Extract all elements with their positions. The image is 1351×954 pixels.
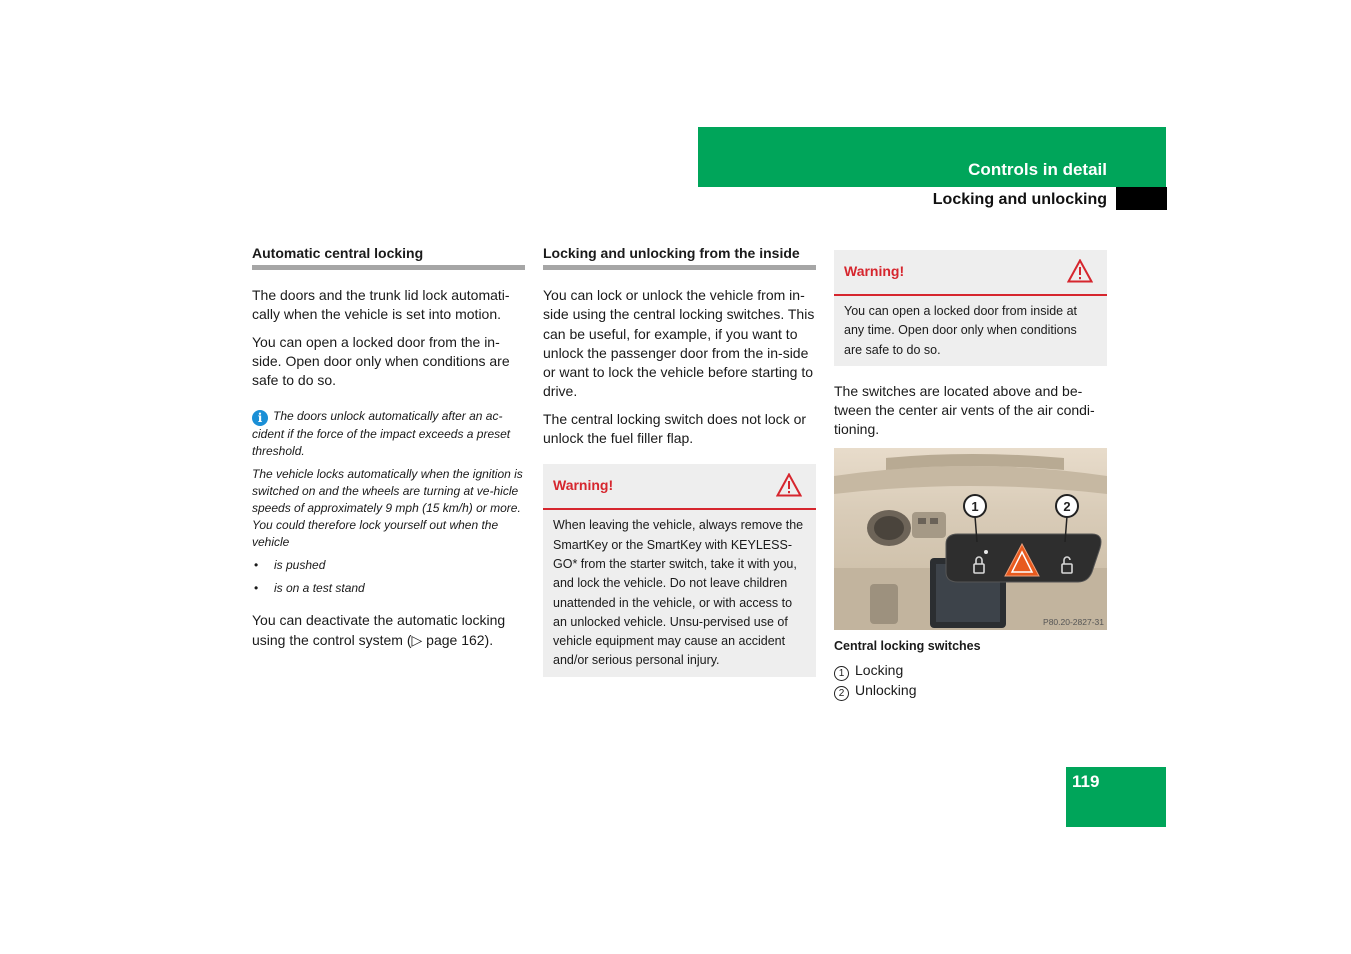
- list-item: • is pushed: [252, 557, 525, 574]
- callout-2: 2: [1063, 498, 1071, 514]
- warning-triangle-icon: [1067, 259, 1093, 283]
- figure-caption: Central locking switches: [834, 638, 981, 653]
- warning-header: [543, 464, 816, 510]
- heading-automatic-central-locking: Automatic central locking: [252, 245, 525, 270]
- section-marker: [1116, 187, 1167, 210]
- legend-item-unlocking: [834, 681, 1107, 701]
- warning-title: Warning!: [553, 477, 614, 494]
- paragraph: The doors and the trunk lid lock automati-cally when the vehicle is set into motion.: [252, 287, 510, 323]
- legend-item-locking: [834, 661, 1107, 681]
- heading-locking-from-inside: Locking and unlocking from the inside: [543, 245, 816, 270]
- paragraph: The central locking switch does not lock or unlock the fuel filler flap.: [543, 410, 807, 447]
- chapter-title: Controls in detail: [968, 160, 1107, 179]
- warning-title: Warning!: [844, 263, 905, 279]
- info-note-text: The doors unlock automatically after an ac-cident if the force of the impact exceeds a preset threshold.: [252, 409, 511, 459]
- number-circle: 1: [834, 666, 849, 681]
- note-text: The vehicle locks automatically when the ignition is switched on and the wheels are turning at ve-hicle speeds of approximately 9 mph (15 km/h) or more. You could therefore lock yourself out when the vehicle: [252, 467, 523, 550]
- legend-label: Locking: [855, 661, 904, 678]
- section-title: Locking and unlocking: [932, 191, 1107, 208]
- central-locking-figure: [834, 448, 1107, 630]
- page-number: 119: [1072, 772, 1100, 791]
- bullet-list: [252, 557, 525, 597]
- column-switch-location: [834, 250, 1107, 701]
- warning-text: When leaving the vehicle, always remove the SmartKey or the SmartKey with KEYLESS-GO* from the starter switch, take it with you, and lock the vehicle. Do not leave children unattended in the vehicle, or with access to an unlocked vehicle. Unsu-pervised use of vehicle equipment may cause an accident and/or serious personal injury.: [553, 518, 804, 668]
- warning-box: [834, 250, 1107, 366]
- warning-text: You can open a locked door from inside at any time. Open door only when conditions are safe to do so.: [844, 304, 1078, 357]
- column-automatic-locking: [252, 245, 525, 658]
- paragraph: The switches are located above and be-tween the center air vents of the air condi-tioning.: [834, 382, 1095, 438]
- column-inside-locking: [543, 245, 816, 697]
- legend-label: Unlocking: [855, 681, 917, 698]
- paragraph: You can lock or unlock the vehicle from in-side using the central locking switches. This can be useful, for example, if you want to unlock the passenger door from the in-side or want to lock the vehicle before starting to drive.: [543, 287, 815, 400]
- figure-code: P80.20-2827-31: [1043, 616, 1104, 627]
- dashboard-illustration: [834, 448, 1107, 630]
- callout-1: 1: [971, 498, 979, 514]
- paragraph: You can open a locked door from the in-side. Open door only when conditions are safe to do so.: [252, 333, 510, 389]
- warning-triangle-icon: [776, 473, 802, 497]
- number-circle: 2: [834, 686, 849, 701]
- paragraph: You can deactivate the automatic locking using the control system (▷ page 162).: [252, 612, 506, 648]
- info-note: [252, 408, 525, 460]
- warning-box: [543, 464, 816, 676]
- info-icon: i: [252, 410, 268, 426]
- list-item: • is on a test stand: [252, 580, 525, 597]
- warning-header: [834, 250, 1107, 296]
